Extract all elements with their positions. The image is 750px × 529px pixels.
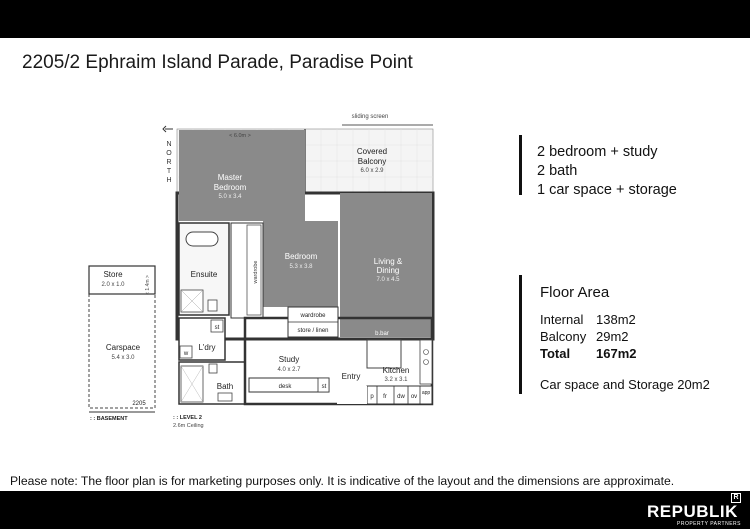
dishwasher-label: dw <box>397 394 405 400</box>
feature-bedrooms: 2 bedroom + study <box>537 144 658 160</box>
study-name: Study <box>278 355 300 364</box>
fridge-label: fr <box>383 394 387 400</box>
st-label-1: st <box>214 325 220 331</box>
area-value: 138m2 <box>596 312 636 327</box>
study-dims: 4.0 x 2.7 <box>277 367 301 373</box>
sliding-screen-label: sliding screen <box>351 114 389 120</box>
store-name: Store <box>103 270 123 279</box>
balcony-name: Covered <box>356 147 388 156</box>
oven-label: ov <box>410 394 418 400</box>
ensuite-name: Ensuite <box>190 270 218 279</box>
divider-upper <box>519 135 522 195</box>
level-label: : : LEVEL 2 <box>173 415 202 421</box>
area-label: Balcony <box>540 329 587 344</box>
basement-label: : : BASEMENT <box>90 416 128 422</box>
entry-name: Entry <box>341 372 361 381</box>
master-name: Master <box>217 173 243 182</box>
bbar-label: b.bar <box>375 331 389 337</box>
brand-logo: REPUBLIK <box>647 502 738 521</box>
north-arrow-icon <box>163 126 173 132</box>
bath-name: Bath <box>216 382 234 391</box>
living-name2: Dining <box>376 266 400 275</box>
store-dims: 2.0 x 1.0 <box>101 282 125 288</box>
north-label: N O R T H <box>166 141 172 184</box>
feature-parking: 1 car space + storage <box>537 182 677 198</box>
kitchen-dims: 3.2 x 3.1 <box>384 377 408 383</box>
balcony-name2: Balcony <box>357 157 387 166</box>
balcony-width-label: < 6.0m > <box>229 133 251 139</box>
disclaimer-text: Please note: The floor plan is for marketing purposes only. It is indicative of the layout and the dimensions are approximate. <box>10 474 675 488</box>
feature-baths: 2 bath <box>537 163 578 179</box>
desk-label: desk <box>278 384 292 390</box>
area-label: Total <box>540 346 571 361</box>
store-linen-label: store / linen <box>297 328 329 334</box>
area-label: Internal <box>540 312 584 327</box>
unit-number: 2205 <box>132 401 146 407</box>
bedroom-name: Bedroom <box>284 252 318 261</box>
st-label-2: st <box>321 384 327 390</box>
master-name2: Bedroom <box>213 183 247 192</box>
registered-mark-icon: R <box>731 493 741 503</box>
floor-area-table <box>540 311 636 362</box>
laundry-name: L'dry <box>198 343 216 352</box>
ceiling-label: 2.6m Ceiling <box>173 423 204 429</box>
area-value: 29m2 <box>596 329 629 344</box>
kitchen-name: Kitchen <box>382 366 410 375</box>
wardrobe-vertical-label: wardrobe <box>253 260 259 284</box>
carspace-dims: 5.4 x 3.0 <box>111 355 135 361</box>
carspace-name: Carspace <box>105 343 141 352</box>
area-value: 167m2 <box>596 346 637 361</box>
appliance-label: app <box>421 390 431 396</box>
pantry-label: p <box>370 394 374 400</box>
features-list <box>537 143 677 200</box>
area-row-internal <box>540 311 636 328</box>
area-row-total <box>540 345 636 362</box>
living-name: Living & <box>373 257 403 266</box>
car-storage-area: Car space and Storage 20m2 <box>540 377 710 392</box>
master-dims: 5.0 x 3.4 <box>218 194 242 200</box>
bedroom-dims: 5.3 x 3.8 <box>289 264 313 270</box>
store-depth-label: < 1.4m > <box>145 275 151 295</box>
divider-lower <box>519 275 522 394</box>
area-row-balcony <box>540 328 636 345</box>
w-label: w <box>183 351 189 357</box>
balcony-dims: 6.0 x 2.9 <box>360 168 384 174</box>
living-dims: 7.0 x 4.5 <box>376 277 400 283</box>
floor-area-title: Floor Area <box>540 284 610 301</box>
page-title: 2205/2 Ephraim Island Parade, Paradise Point <box>22 52 413 73</box>
wardrobe-label: wardrobe <box>300 313 326 319</box>
brand-tagline: PROPERTY PARTNERS <box>677 521 741 527</box>
bottom-banner <box>0 491 750 529</box>
